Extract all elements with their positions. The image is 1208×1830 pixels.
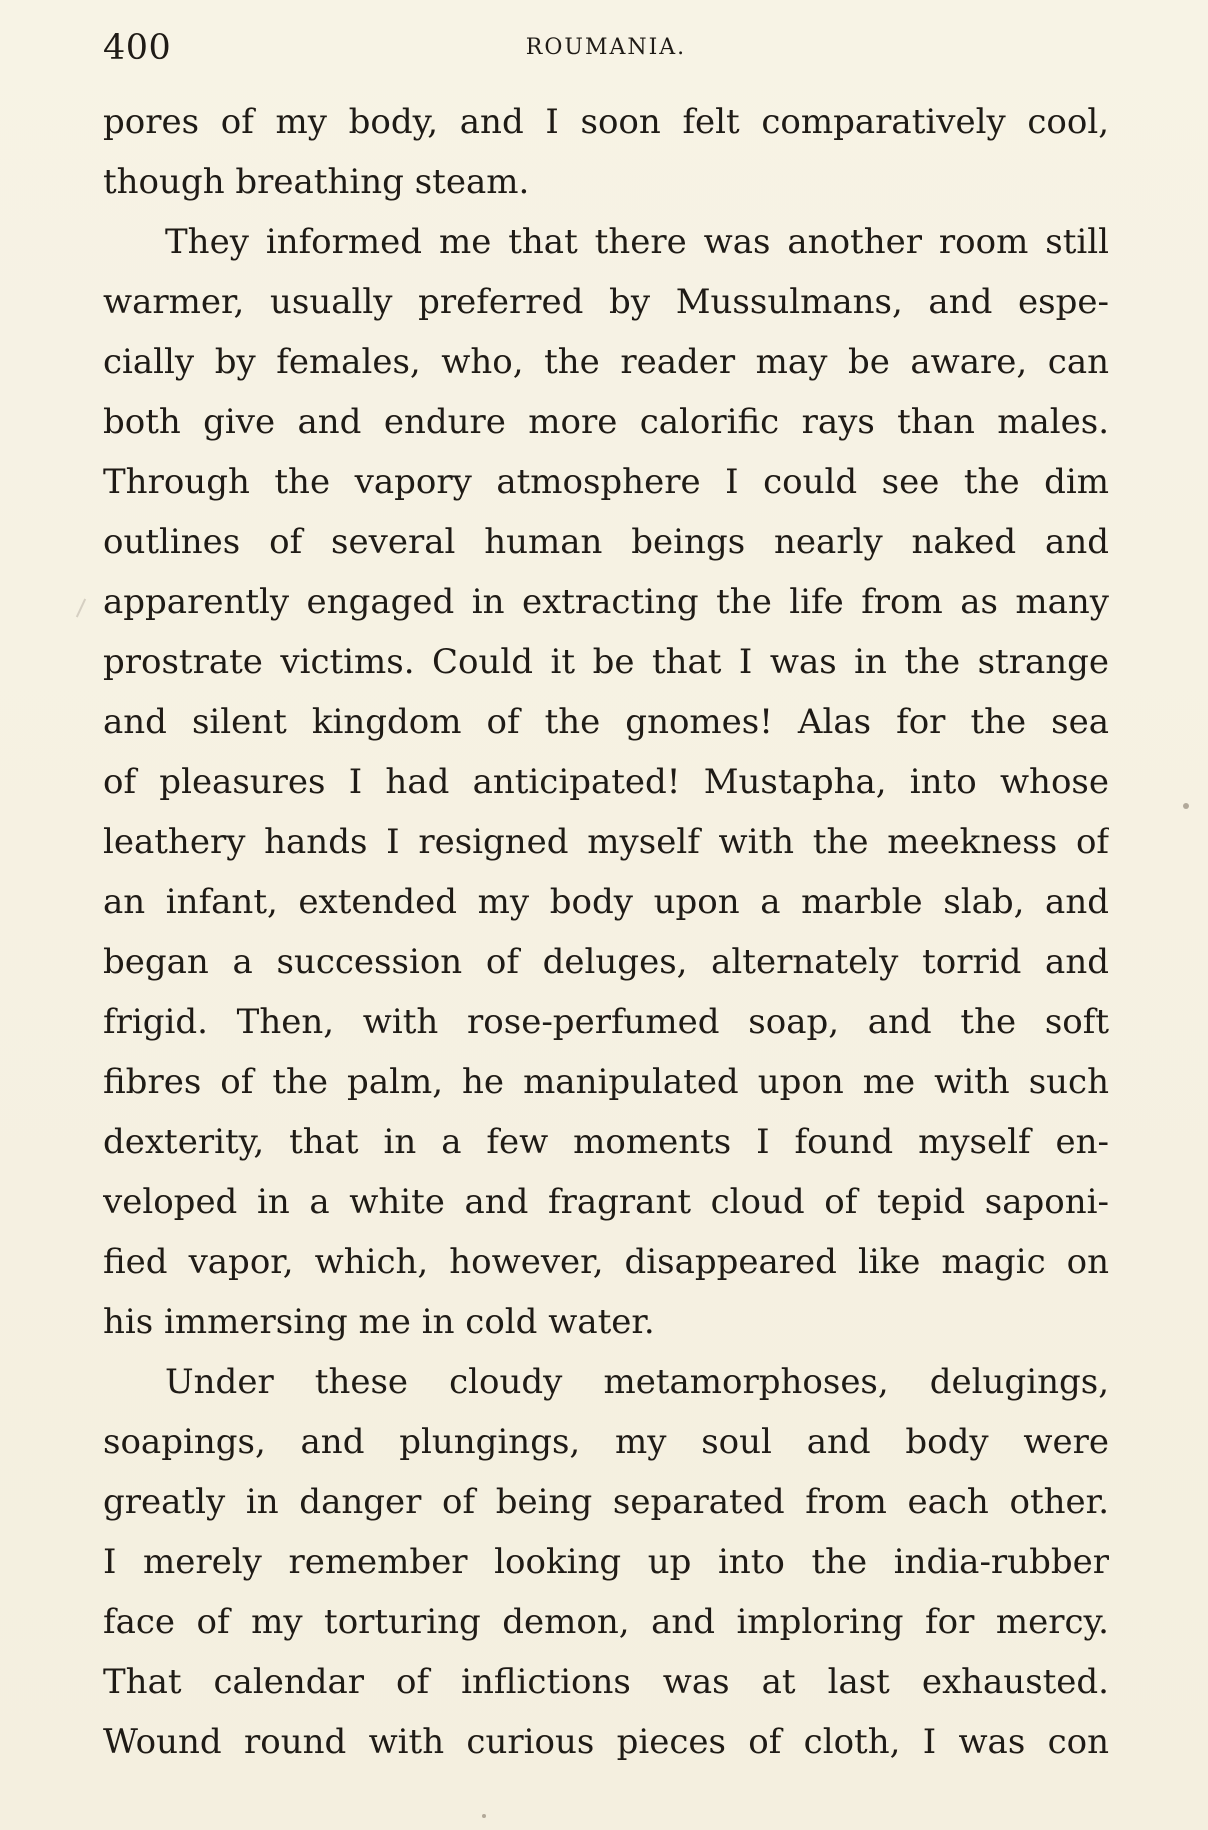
running-title: ROUMANIA. <box>525 35 687 60</box>
text-line: Wound round with curious pieces of cloth, I was con <box>103 1722 1109 1762</box>
text-line: his immersing me in cold water. <box>103 1302 655 1342</box>
text-line: They informed me that there was another room still <box>165 222 1109 262</box>
text-line: of pleasures I had anticipated! Mustapha, into whose <box>103 762 1109 802</box>
text-line: soapings, and plungings, my soul and body were <box>103 1422 1109 1462</box>
text-line: outlines of several human beings nearly naked and <box>103 522 1109 562</box>
paper-speck <box>1183 803 1189 809</box>
text-line: though breathing steam. <box>103 162 530 202</box>
text-line: and silent kingdom of the gnomes! Alas for the sea <box>103 702 1109 742</box>
text-line: cially by females, who, the reader may be aware, can <box>103 342 1109 382</box>
text-line: veloped in a white and fragrant cloud of tepid saponi- <box>103 1182 1109 1222</box>
text-line: pores of my body, and I soon felt comparatively cool, <box>103 102 1109 142</box>
text-line: an infant, extended my body upon a marble slab, and <box>103 882 1109 922</box>
stray-pencil-mark <box>76 599 86 618</box>
text-line: I merely remember looking up into the india-rubber <box>103 1542 1109 1582</box>
text-line: apparently engaged in extracting the life from as many <box>103 582 1109 622</box>
text-line: Through the vapory atmosphere I could see the dim <box>103 462 1109 502</box>
text-line: prostrate victims. Could it be that I was in the strange <box>103 642 1109 682</box>
text-line: both give and endure more calorific rays than males. <box>103 402 1109 442</box>
text-line: fied vapor, which, however, disappeared like magic on <box>103 1242 1109 1282</box>
text-line: warmer, usually preferred by Mussulmans, and espe- <box>103 282 1109 322</box>
page-header <box>103 18 1109 78</box>
body-text <box>103 92 1109 1772</box>
text-line: That calendar of inflictions was at last exhausted. <box>103 1662 1109 1702</box>
text-line: Under these cloudy metamorphoses, delugings, <box>165 1362 1109 1402</box>
text-line: began a succession of deluges, alternately torrid and <box>103 942 1109 982</box>
text-line: face of my torturing demon, and imploring for mercy. <box>103 1602 1109 1642</box>
page-number: 400 <box>103 28 172 68</box>
text-line: fibres of the palm, he manipulated upon me with such <box>103 1062 1109 1102</box>
text-line: dexterity, that in a few moments I found myself en- <box>103 1122 1109 1162</box>
text-line: greatly in danger of being separated from each other. <box>103 1482 1109 1522</box>
text-line: leathery hands I resigned myself with the meekness of <box>103 822 1109 862</box>
paper-speck <box>482 1814 486 1818</box>
text-line: frigid. Then, with rose-perfumed soap, and the soft <box>103 1002 1109 1042</box>
